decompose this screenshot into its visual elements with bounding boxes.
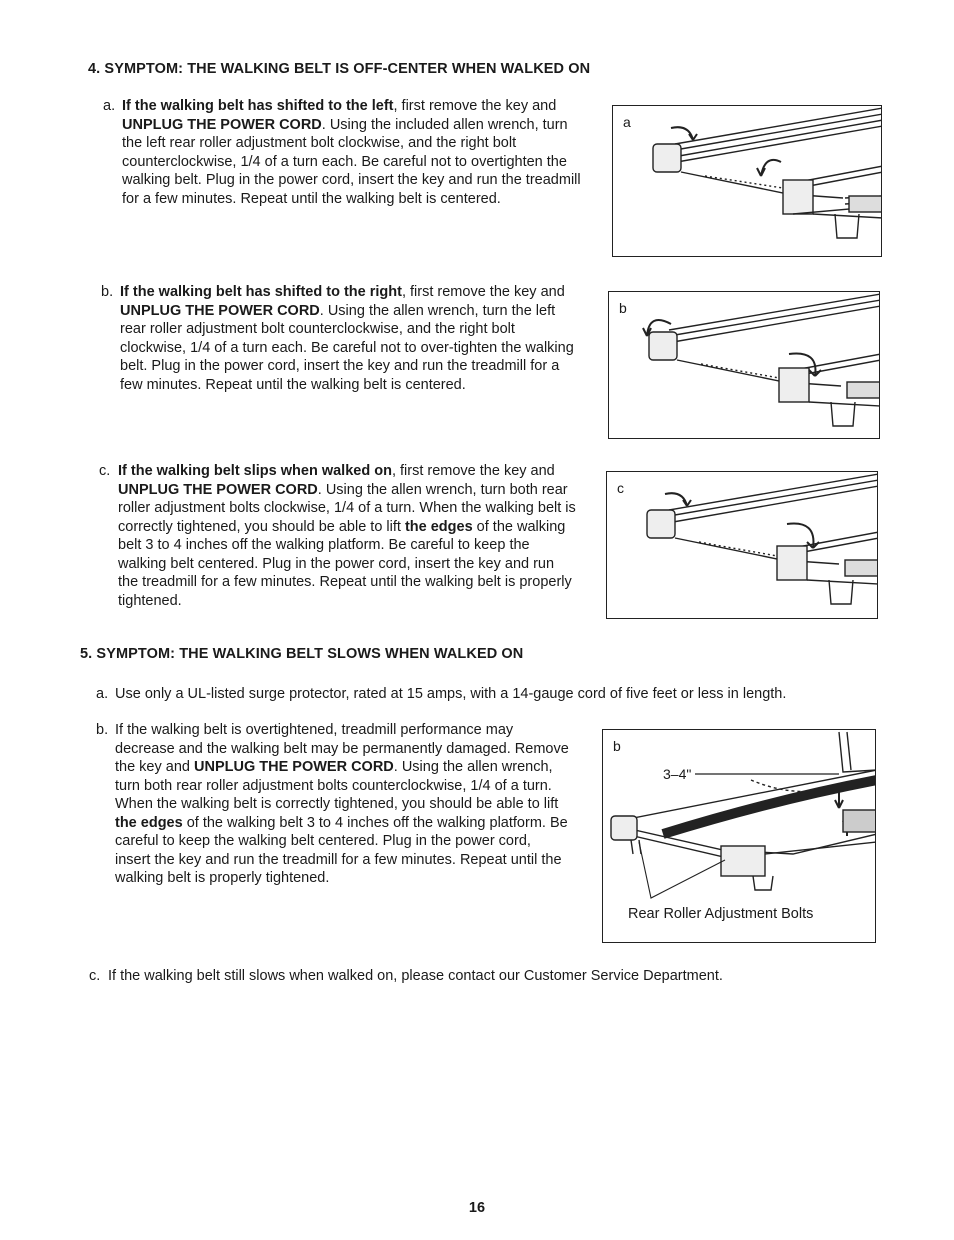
step-label: c. (89, 968, 101, 984)
page-number: 16 (468, 1200, 486, 1216)
section-5-heading: 5. SYMPTOM: THE WALKING BELT SLOWS WHEN WALKED ON (80, 646, 524, 662)
section-4-heading: 4. SYMPTOM: THE WALKING BELT IS OFF-CENTER WHEN WALKED ON (88, 61, 591, 77)
figure-caption: Rear Roller Adjustment Bolts (628, 906, 814, 922)
step-4b: b. If the walking belt has shifted to the right, first remove the key and UNPLUG THE POWER CORD. Using the allen wrench, turn the left rear roller adjustment bolt counterclockwise, and the right bolt clockwise, 1/4 of a turn each. Be careful not to over-tighten the walking belt. Plug in the power cord, insert the key and run the treadmill for a few minutes. Repeat until the walking belt is centered. (101, 284, 574, 393)
unplug-warning: UNPLUG THE POWER CORD (194, 759, 394, 775)
step-5c: c. If the walking belt still slows when walked on, please contact our Customer Service Department. (89, 968, 723, 984)
step-label: a. (96, 686, 109, 702)
figure-4b (608, 291, 880, 439)
step-4a-condition: If the walking belt has shifted to the left (122, 98, 394, 114)
unplug-warning: UNPLUG THE POWER CORD (120, 302, 320, 319)
figure-4a (612, 105, 882, 257)
treadmill-rear-illustration (609, 292, 880, 439)
step-label: b. (101, 284, 114, 300)
step-label: b. (96, 722, 109, 738)
step-5a: a. Use only a UL-listed surge protector, rated at 15 amps, with a 14-gauge cord of five feet or less in length. (96, 686, 787, 702)
step-4a: a. If the walking belt has shifted to the left, first remove the key and UNPLUG THE POWER CORD. Using the included allen wrench, turn the left rear roller adjustment bolt clockwise, and the right bolt counterclockwise, 1/4 of a turn each. Be careful not to overtighten the walking belt. Plug in the power cord, insert the key and run the treadmill for a few minutes. Repeat until the walking belt is centered. (103, 98, 581, 207)
step-4b-condition: If the walking belt has shifted to the right (120, 284, 402, 300)
unplug-warning: UNPLUG THE POWER CORD (118, 481, 318, 498)
step-label: c. (99, 463, 111, 479)
unplug-warning: UNPLUG THE POWER CORD (122, 116, 322, 133)
step-4c-condition: If the walking belt slips when walked on (118, 463, 392, 479)
figure-letter: b (613, 738, 621, 754)
emphasis-edges: the edges (404, 518, 473, 535)
figure-letter: c (617, 480, 624, 496)
figure-5b (602, 729, 876, 943)
treadmill-rear-illustration (613, 106, 882, 257)
emphasis-edges: the edges (115, 814, 183, 831)
step-5b: b. If the walking belt is overtightened, treadmill performance may decrease and the walking belt may be permanently damaged. Remove the key and UNPLUG THE POWER CORD. Using the allen wrench, turn both rear roller adjustment bolts counterclockwise, 1/4 of a turn. When the walking belt is correctly tightened, you should be able to lift the edges of the walking belt 3 to 4 inches off the walking platform. Be careful to keep the walking belt centered. Plug in the power cord, insert the key and run the treadmill for a few minutes. Repeat until the walking belt is properly tightened. (96, 722, 569, 886)
figure-4c (606, 471, 878, 619)
figure-letter: b (619, 300, 627, 316)
step-label: a. (103, 98, 116, 114)
treadmill-rear-illustration (607, 472, 878, 619)
figure-letter: a (623, 114, 631, 130)
step-4c: c. If the walking belt slips when walked on, first remove the key and UNPLUG THE POWER CORD. Using the allen wrench, turn both rear roller adjustment bolts clockwise, 1/4 of a turn. When the walking belt is correctly tightened, you should be able to lift the edges of the walking belt 3 to 4 inches off the walking platform. Be careful to keep the walking belt centered. Plug in the power cord, insert the key and run the treadmill for a few minutes. Repeat until the walking belt is properly tightened. (99, 463, 576, 609)
belt-lift-measurement: 3–4" (663, 766, 692, 782)
